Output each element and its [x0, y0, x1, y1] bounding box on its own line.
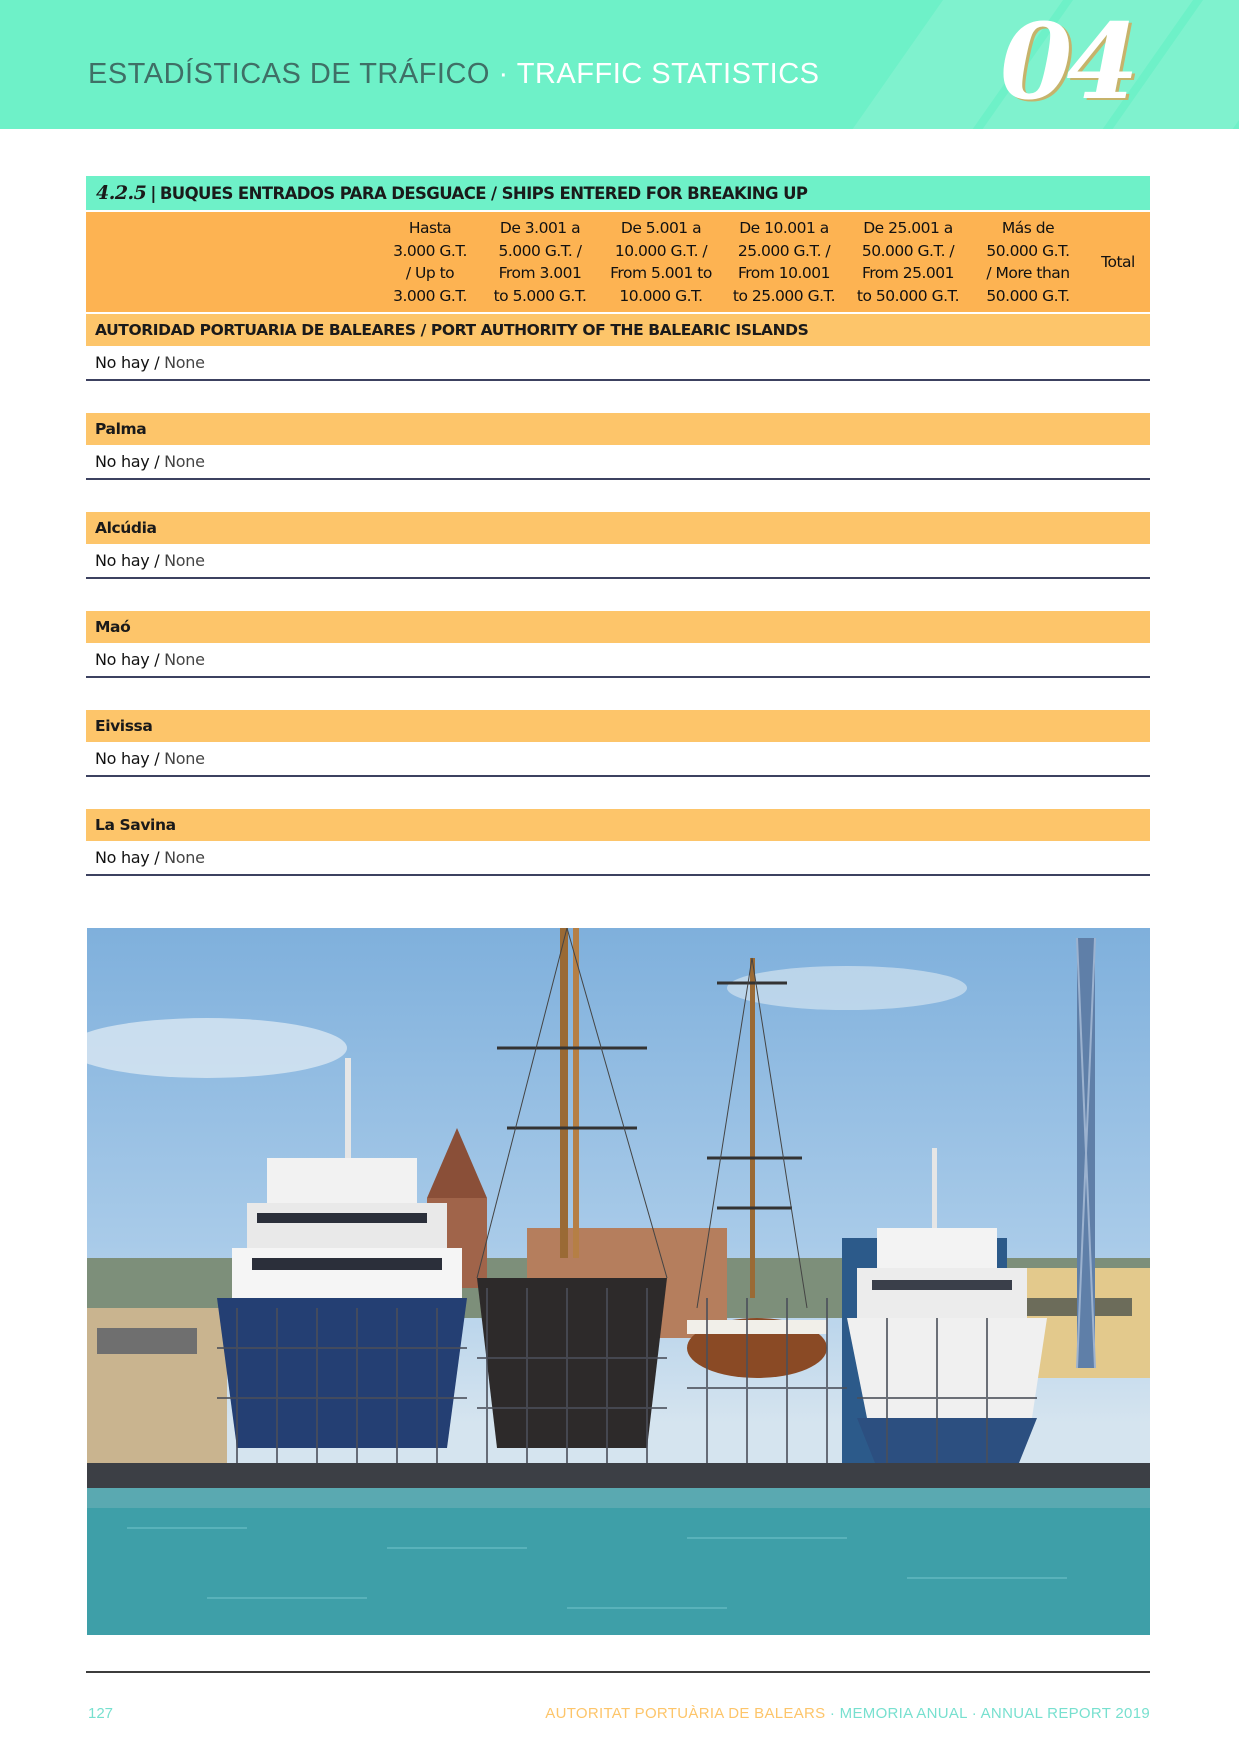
section-bar-la-savina: La Savina — [86, 809, 1150, 841]
section-bar-eivissa: Eivissa — [86, 710, 1150, 742]
header-band — [0, 0, 1239, 129]
value-row: No hay / None — [86, 643, 1150, 678]
value-row: No hay / None — [86, 544, 1150, 579]
table-title: BUQUES ENTRADOS PARA DESGUACE / SHIPS ENTERED FOR BREAKING UP — [159, 183, 808, 203]
ships-breaking-up-table — [86, 176, 1150, 876]
value-row: No hay / None — [86, 841, 1150, 876]
column-header-total: Total — [1101, 252, 1135, 271]
column-header: Hasta 3.000 G.T. / Up to 3.000 G.T. — [393, 219, 467, 305]
section-bar-authority: AUTORIDAD PORTUARIA DE BALEARES / PORT AUTHORITY OF THE BALEARIC ISLANDS — [86, 314, 1150, 346]
table-title-bar — [86, 176, 1150, 210]
section-bar-alcudia: Alcúdia — [86, 512, 1150, 544]
table-title-separator: | — [150, 183, 156, 203]
footer-org: AUTORITAT PORTUÀRIA DE BALEARS — [545, 1705, 826, 1722]
column-header: De 5.001 a 10.000 G.T. / From 5.001 to 10.000 G.T. — [610, 219, 712, 305]
column-header: Más de 50.000 G.T. / More than 50.000 G.T. — [986, 219, 1070, 305]
table-number: 4.2.5 — [96, 182, 147, 204]
footer-report: · MEMORIA ANUAL · ANNUAL REPORT 2019 — [825, 1705, 1150, 1722]
column-header: De 10.001 a 25.000 G.T. / From 10.001 to 25.000 G.T. — [732, 219, 836, 305]
footer-divider — [86, 1671, 1150, 1673]
column-header: De 3.001 a 5.000 G.T. / From 3.001 to 5.000 G.T. — [493, 219, 587, 305]
page-title — [88, 58, 820, 91]
section-bar-palma: Palma — [86, 413, 1150, 445]
column-header-row — [86, 212, 1150, 312]
column-header: De 25.001 a 50.000 G.T. / From 25.001 to 50.000 G.T. — [856, 219, 960, 305]
value-row: No hay / None — [86, 742, 1150, 777]
footer-text — [545, 1705, 1150, 1722]
title-separator: · — [498, 58, 509, 90]
shipyard-illustration — [87, 928, 1150, 1635]
title-en: TRAFFIC STATISTICS — [516, 58, 820, 90]
title-es: ESTADÍSTICAS DE TRÁFICO — [88, 58, 490, 90]
page-number: 127 — [88, 1705, 114, 1722]
section-bar-mao: Maó — [86, 611, 1150, 643]
shipyard-photo — [87, 928, 1150, 1635]
value-row: No hay / None — [86, 445, 1150, 480]
chapter-number: 04 — [1000, 0, 1133, 123]
value-row: No hay / None — [86, 346, 1150, 381]
